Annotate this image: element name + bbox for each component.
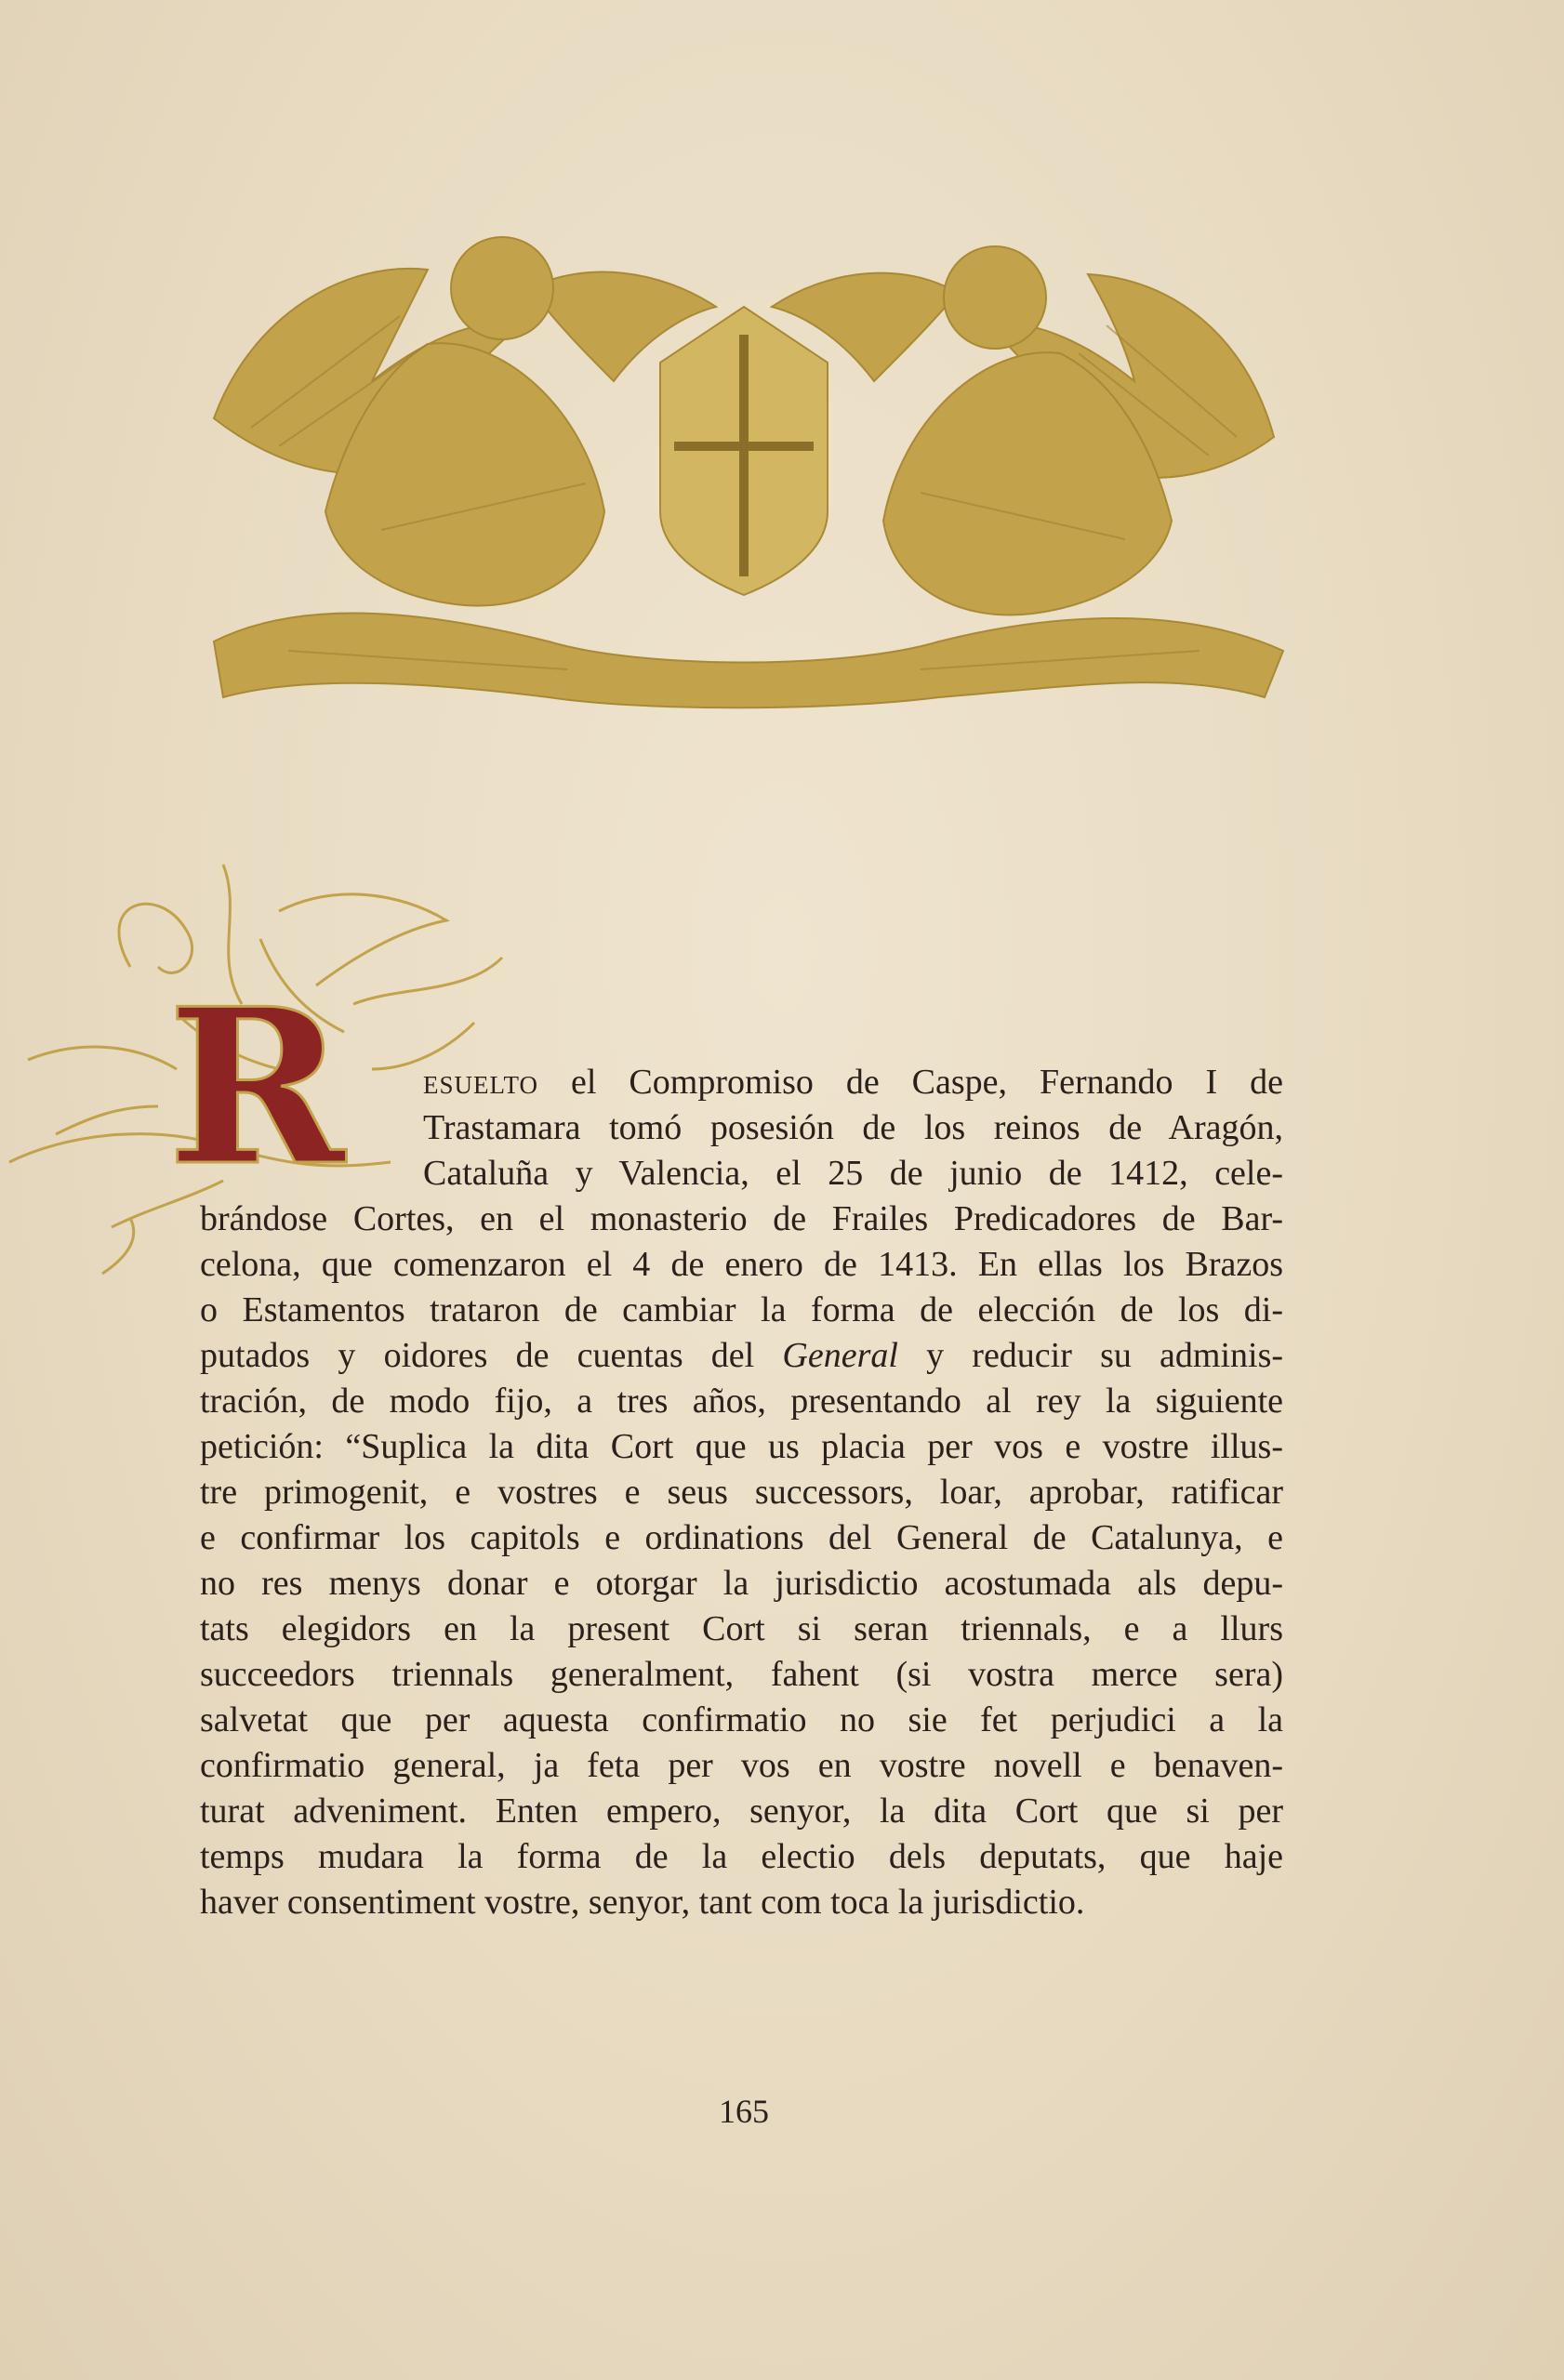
text-line-14: succeedors triennals generalment, fahent (si vostra merce sera) — [200, 1655, 1283, 1694]
line-7b: y reducir su adminis- — [926, 1336, 1284, 1375]
text-line-7 — [200, 1333, 1283, 1379]
text-line-13: tats elegidors en la present Cort si seran triennals, e a llurs — [200, 1609, 1283, 1648]
text-line-18: temps mudara la forma de la electio dels deputats, que haje — [200, 1837, 1283, 1876]
lead-word: esuelto — [423, 1063, 539, 1102]
text-line-19: haver consentiment vostre, senyor, tant com toca la jurisdictio. — [200, 1883, 1085, 1922]
text-line-8: tración, de modo fijo, a tres años, presentando al rey la siguiente — [200, 1382, 1283, 1421]
text-line-1 — [200, 1060, 1283, 1105]
right-angel-head — [944, 246, 1046, 349]
text-line-4: brándose Cortes, en el monasterio de Frailes Predicadores de Bar- — [200, 1199, 1283, 1238]
text-line-17: turat adveniment. Enten empero, senyor, la dita Cort que si per — [200, 1792, 1283, 1831]
page-number: 165 — [719, 2093, 769, 2130]
text-line-3: Cataluña y Valencia, el 25 de junio de 1412, cele- — [423, 1154, 1283, 1193]
drop-cap-letter: R — [167, 962, 346, 1213]
body-text — [200, 1060, 1283, 1925]
line-1-text: el Compromiso de Caspe, Fernando I de — [571, 1063, 1283, 1102]
lower-drapery — [214, 614, 1283, 708]
left-angel-head — [451, 237, 553, 339]
text-line-2: Trastamara tomó posesión de los reinos de Aragón, — [423, 1108, 1283, 1147]
text-line-16: confirmatio general, ja feta per vos en vostre novell e benaven- — [200, 1746, 1283, 1785]
text-line-10: tre primogenit, e vostres e seus successors, loar, aprobar, ratificar — [200, 1473, 1283, 1512]
text-line-12: no res menys donar e otorgar la jurisdictio acostumada als depu- — [200, 1564, 1283, 1603]
line-7a: putados y oidores de cuentas del — [200, 1336, 755, 1375]
general-italic: General — [782, 1336, 898, 1375]
text-line-11: e confirmar los capitols e ordinations del General de Catalunya, e — [200, 1518, 1283, 1557]
text-line-5: celona, que comenzaron el 4 de enero de 1413. En ellas los Brazos — [200, 1245, 1283, 1284]
text-line-15: salvetat que per aquesta confirmatio no sie fet perjudici a la — [200, 1700, 1283, 1739]
angels-shield-crest-icon — [195, 205, 1292, 744]
text-line-6: o Estamentos trataron de cambiar la forma de elección de los di- — [200, 1290, 1283, 1329]
text-line-9: petición: “Suplica la dita Cort que us placia per vos e vostre illus- — [200, 1427, 1283, 1466]
